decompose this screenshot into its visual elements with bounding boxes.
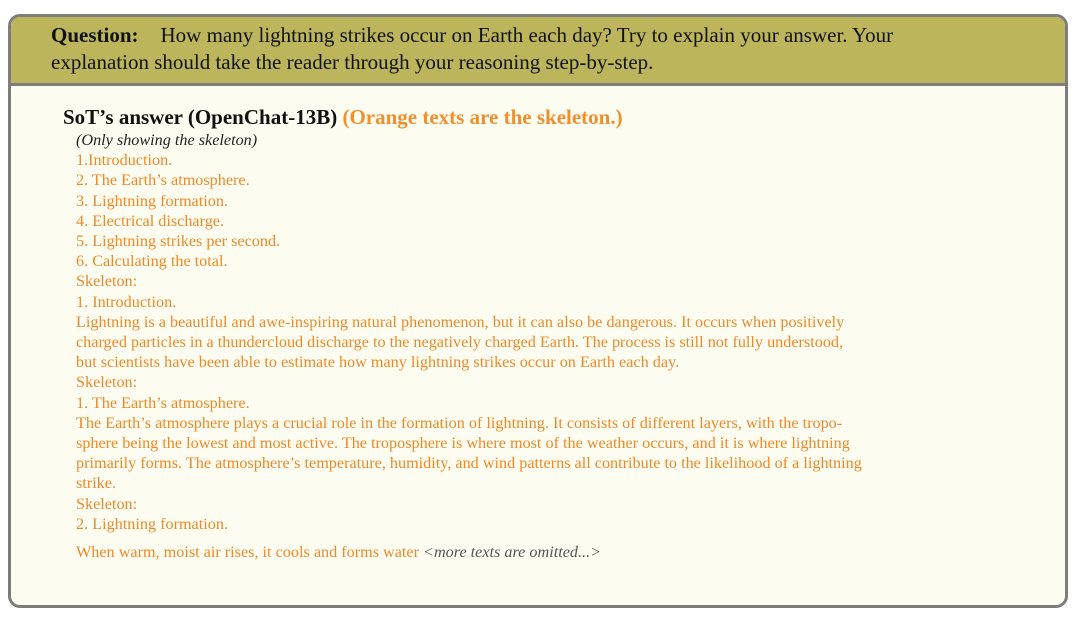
skeleton-item: 6. Calculating the total.: [76, 252, 228, 271]
answer-title: [63, 104, 1045, 130]
question-label: Question:: [51, 23, 139, 47]
omitted-note: <more texts are omitted...>: [423, 543, 602, 562]
skeleton-item: 4. Electrical discharge.: [76, 211, 225, 230]
answer-paragraph-line: Lightning is a beautiful and awe-inspiring natural phenomenon, but it can also be dangerous. It occurs when positively: [76, 312, 845, 331]
answer-paragraph-line: sphere being the lowest and most active. The troposphere is where most of the weather occurs, and it is where lightning: [76, 434, 850, 453]
question-text: How many lightning strikes occur on Earth each day? Try to explain your answer. Your: [160, 23, 894, 47]
skeleton-point: 1. Introduction.: [76, 292, 177, 311]
answer-paragraph-line: but scientists have been able to estimate how many lightning strikes occur on Earth each day.: [76, 353, 680, 372]
question-bar: [11, 17, 1065, 86]
skeleton-item: 5. Lightning strikes per second.: [76, 232, 281, 251]
question-text-line2: explanation should take the reader through your reasoning step-by-step.: [51, 50, 654, 74]
answer-title-note: (Orange texts are the skeleton.): [342, 105, 623, 129]
skeleton-label: Skeleton:: [76, 494, 138, 513]
skeleton-point: 1. The Earth’s atmosphere.: [76, 393, 250, 412]
skeleton-item: 2. The Earth’s atmosphere.: [76, 171, 250, 190]
example-card: [8, 14, 1068, 608]
skeleton-note: (Only showing the skeleton): [76, 131, 258, 149]
answer-title-main: SoT’s answer (OpenChat-13B): [63, 105, 338, 129]
skeleton-item: 3. Lightning formation.: [76, 191, 228, 210]
skeleton-label: Skeleton:: [76, 272, 138, 291]
answer-paragraph-line: primarily forms. The atmosphere’s temperature, humidity, and wind patterns all contribute to the likelihood of a lightning: [76, 454, 862, 473]
answer-body: [76, 130, 1045, 562]
skeleton-item: 1.Introduction.: [76, 151, 173, 170]
answer-panel: [11, 86, 1065, 562]
answer-paragraph-line: strike.: [76, 474, 117, 493]
skeleton-label: Skeleton:: [76, 373, 138, 392]
answer-last-line: [76, 542, 1045, 562]
answer-last-text: When warm, moist air rises, it cools and forms water: [76, 543, 419, 562]
skeleton-point: 2. Lightning formation.: [76, 514, 228, 533]
answer-paragraph-line: charged particles in a thundercloud discharge to the negatively charged Earth. The process is still not fully understood,: [76, 333, 844, 352]
answer-paragraph-line: The Earth’s atmosphere plays a crucial role in the formation of lightning. It consists of different layers, with the tropo-: [76, 413, 843, 432]
